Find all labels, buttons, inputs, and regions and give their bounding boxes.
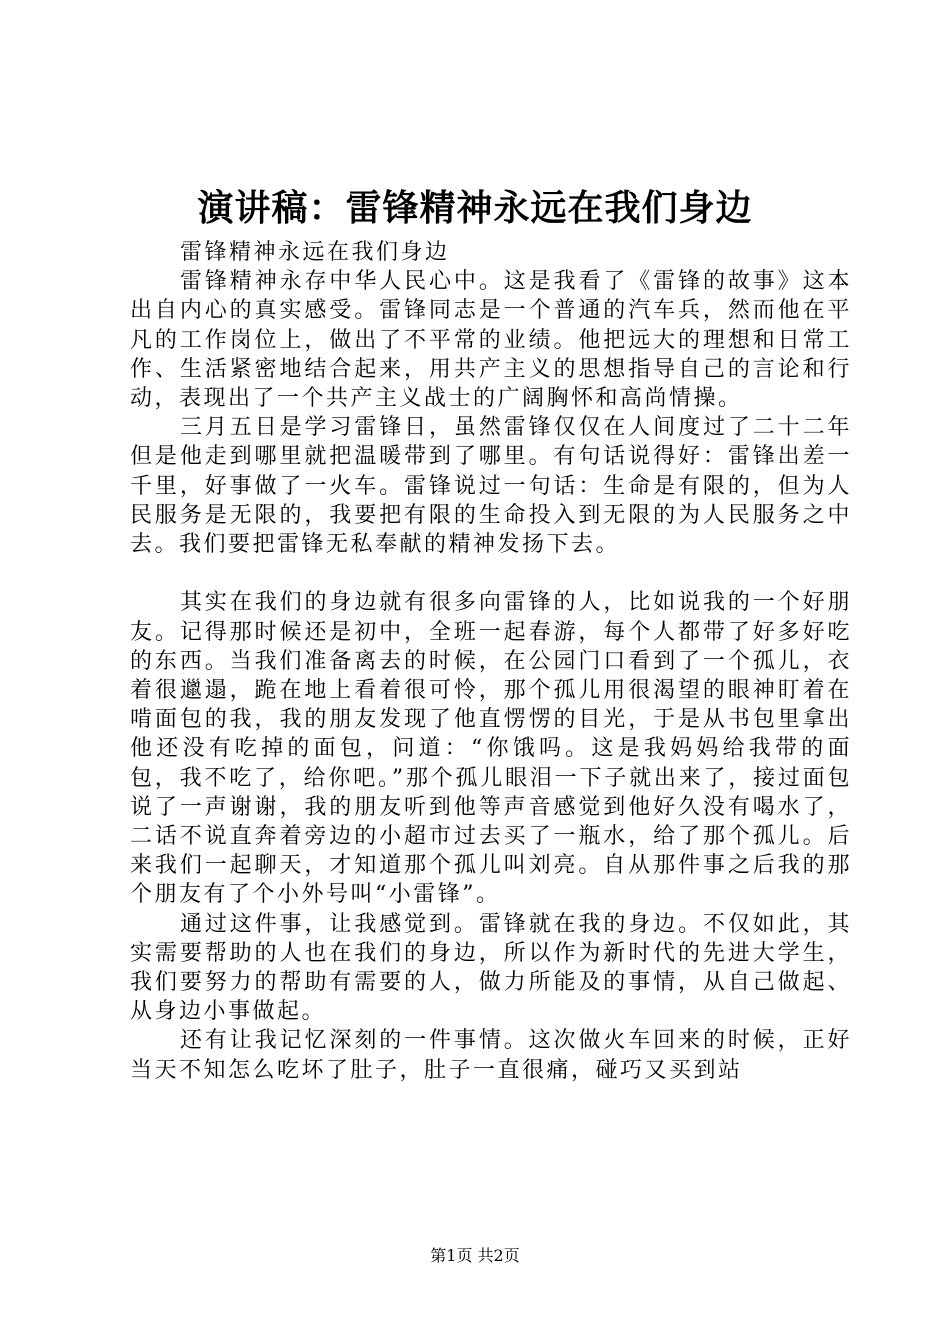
- document-title: 演讲稿：雷锋精神永远在我们身边: [197, 187, 753, 229]
- document-body: [130, 238, 852, 1085]
- page-number-footer: 第1页 共2页: [430, 1246, 520, 1265]
- paragraph: 通过这件事，让我感觉到。雷锋就在我的身边。不仅如此，其实需要帮助的人也在我们的身边，所以作为新时代的先进大学生，我们要努力的帮助有需要的人，做力所能及的事情，从自己做起、从身边小事做起。: [130, 911, 852, 1025]
- paragraph: 其实在我们的身边就有很多向雷锋的人，比如说我的一个好朋友。记得那时候还是初中，全班一起春游，每个人都带了好多好吃的东西。当我们准备离去的时候，在公园门口看到了一个孤儿，衣着很邋遢，跪在地上看着很可怜，那个孤儿用很渴望的眼神盯着在啃面包的我，我的朋友发现了他直愣愣的目光，于是从书包里拿出他还没有吃掉的面包，问道：“你饿吗。这是我妈妈给我带的面包，我不吃了，给你吧。”那个孤儿眼泪一下子就出来了，接过面包说了一声谢谢，我的朋友听到他等声音感觉到他好久没有喝水了，二话不说直奔着旁边的小超市过去买了一瓶水，给了那个孤儿。后来我们一起聊天，才知道那个孤儿叫刘亮。自从那件事之后我的那个朋友有了个小外号叫“小雷锋”。: [130, 590, 852, 908]
- paragraph-subtitle: 雷锋精神永远在我们身边: [180, 240, 450, 265]
- paragraph: 还有让我记忆深刻的一件事情。这次做火车回来的时候，正好当天不知怎么吃坏了肚子，肚子一直很痛，碰巧又买到站: [130, 1028, 852, 1083]
- paragraph: 雷锋精神永存中华人民心中。这是我看了《雷锋的故事》这本出自内心的真实感受。雷锋同志是一个普通的汽车兵，然而他在平凡的工作岗位上，做出了不平常的业绩。他把远大的理想和日常工作、生活紧密地结合起来，用共产主义的思想指导自己的言论和行动，表现出了一个共产主义战士的广阔胸怀和高尚情操。: [130, 269, 852, 412]
- paragraph: 三月五日是学习雷锋日，虽然雷锋仅仅在人间度过了二十二年但是他走到哪里就把温暖带到了哪里。有句话说得好：雷锋出差一千里，好事做了一火车。雷锋说过一句话：生命是有限的，但为人民服务是无限的，我要把有限的生命投入到无限的为人民服务之中去。我们要把雷锋无私奉献的精神发扬下去。: [130, 415, 852, 558]
